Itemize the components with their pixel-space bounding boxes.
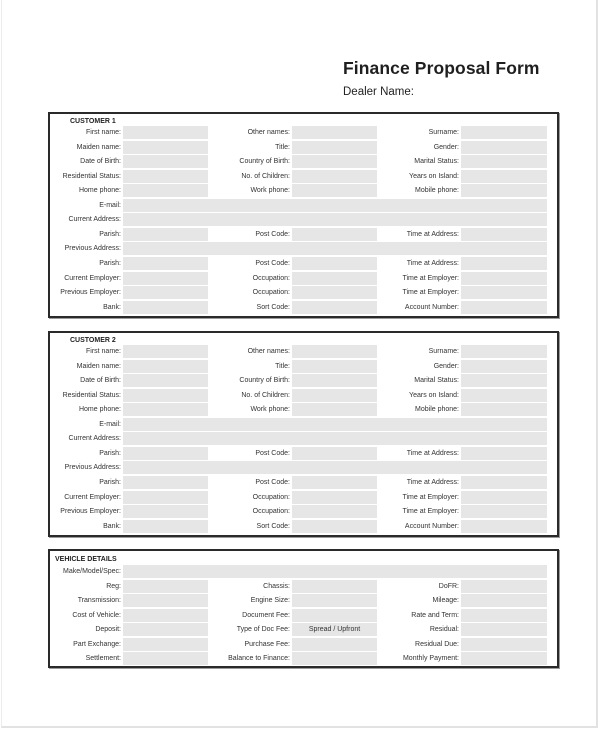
form-row <box>50 345 557 358</box>
title-label: Title: <box>275 362 290 370</box>
time-at-employer-field[interactable] <box>461 491 547 504</box>
current-address-field[interactable] <box>123 432 547 445</box>
form-row <box>50 272 557 285</box>
gender-field[interactable] <box>461 360 547 373</box>
account-number-label: Account Number: <box>404 522 459 530</box>
rate-and-term-field[interactable] <box>461 609 547 622</box>
form-row <box>50 374 557 387</box>
parish-label: Parish: <box>99 259 121 267</box>
part-exchange-label: Part Exchange: <box>73 640 121 648</box>
form-row <box>50 257 557 270</box>
section-title: CUSTOMER 1 <box>70 118 116 125</box>
parish-label: Parish: <box>99 478 121 486</box>
time-at-employer-label: Time at Employer: <box>402 508 459 516</box>
document-fee-label: Document Fee: <box>242 611 290 619</box>
form-row <box>50 242 557 255</box>
current-address-label: Current Address: <box>68 216 121 224</box>
marital-status-label: Marital Status: <box>414 377 459 385</box>
post-code-label: Post Code: <box>255 259 290 267</box>
bank-label: Bank: <box>103 303 121 311</box>
form-row <box>50 184 557 197</box>
home-phone-field[interactable] <box>123 403 208 416</box>
occupation-field[interactable] <box>292 491 377 504</box>
mobile-phone-label: Mobile phone: <box>415 187 459 195</box>
home-phone-field[interactable] <box>123 184 208 197</box>
other-names-field[interactable] <box>292 345 377 358</box>
purchase-fee-field[interactable] <box>292 638 377 651</box>
rate-and-term-label: Rate and Term: <box>411 611 459 619</box>
maiden-name-label: Maiden name: <box>76 143 121 151</box>
previous-employer-label: Previous Employer: <box>60 508 121 516</box>
reg-field[interactable] <box>123 580 208 593</box>
marital-status-field[interactable] <box>461 155 547 168</box>
form-row <box>50 505 557 518</box>
make-model-spec-label: Make/Model/Spec: <box>63 568 121 575</box>
e-mail-field[interactable] <box>123 418 547 431</box>
account-number-field[interactable] <box>461 520 547 533</box>
title-field[interactable] <box>292 141 377 154</box>
surname-field[interactable] <box>461 345 547 358</box>
settlement-field[interactable] <box>123 652 208 665</box>
form-row <box>50 228 557 241</box>
form-row <box>50 155 557 168</box>
occupation-field[interactable] <box>292 272 377 285</box>
time-at-address-label: Time at Address: <box>406 449 459 457</box>
sort-code-field[interactable] <box>292 301 377 314</box>
maiden-name-field[interactable] <box>123 141 208 154</box>
previous-address-label: Previous Address: <box>64 245 121 253</box>
parish-label: Parish: <box>99 230 121 238</box>
e-mail-field[interactable] <box>123 199 547 212</box>
years-on-island-field[interactable] <box>461 170 547 183</box>
first-name-label: First name: <box>85 348 121 355</box>
no-of-children-label: No. of Children: <box>241 172 290 180</box>
form-row <box>50 170 557 183</box>
date-of-birth-label: Date of Birth: <box>80 158 121 166</box>
monthly-payment-field[interactable] <box>461 652 547 665</box>
maiden-name-field[interactable] <box>123 360 208 373</box>
occupation-field[interactable] <box>292 505 377 518</box>
bank-field[interactable] <box>123 520 208 533</box>
time-at-address-field[interactable] <box>461 257 547 270</box>
post-code-field[interactable] <box>292 447 377 460</box>
form-row <box>50 286 557 299</box>
country-of-birth-field[interactable] <box>292 374 377 387</box>
years-on-island-label: Years on Island: <box>409 172 459 180</box>
gender-field[interactable] <box>461 141 547 154</box>
form-row <box>50 594 557 607</box>
e-mail-label: E-mail: <box>99 201 121 209</box>
occupation-label: Occupation: <box>252 508 290 516</box>
occupation-label: Occupation: <box>252 493 290 501</box>
document-fee-field[interactable] <box>292 609 377 622</box>
purchase-fee-label: Purchase Fee: <box>244 640 290 648</box>
previous-address-label: Previous Address: <box>64 464 121 472</box>
time-at-employer-field[interactable] <box>461 272 547 285</box>
deposit-field[interactable] <box>123 623 208 636</box>
form-row <box>50 418 557 431</box>
form-row <box>50 461 557 474</box>
dealer-name-label: Dealer Name: <box>343 86 414 98</box>
gender-label: Gender: <box>433 362 459 370</box>
form-row <box>50 213 557 226</box>
residual-field[interactable] <box>461 623 547 636</box>
form-row <box>50 476 557 489</box>
previous-employer-field[interactable] <box>123 505 208 518</box>
transmission-field[interactable] <box>123 594 208 607</box>
chassis-label: Chassis: <box>263 582 290 590</box>
current-employer-field[interactable] <box>123 272 208 285</box>
time-at-employer-label: Time at Employer: <box>402 289 459 297</box>
dofr-label: DoFR: <box>438 582 459 590</box>
other-names-label: Other names: <box>247 348 290 355</box>
first-name-field[interactable] <box>123 126 208 139</box>
time-at-employer-label: Time at Employer: <box>402 493 459 501</box>
title-field[interactable] <box>292 360 377 373</box>
sort-code-field[interactable] <box>292 520 377 533</box>
form-title: Finance Proposal Form <box>343 58 540 78</box>
no-of-children-field[interactable] <box>292 389 377 402</box>
previous-employer-label: Previous Employer: <box>60 289 121 297</box>
date-of-birth-label: Date of Birth: <box>80 377 121 385</box>
years-on-island-field[interactable] <box>461 389 547 402</box>
country-of-birth-field[interactable] <box>292 155 377 168</box>
account-number-label: Account Number: <box>404 303 459 311</box>
form-row <box>50 403 557 416</box>
mobile-phone-field[interactable] <box>461 184 547 197</box>
time-at-address-label: Time at Address: <box>406 259 459 267</box>
form-row <box>50 447 557 460</box>
residual-due-label: Residual Due: <box>415 640 459 648</box>
settlement-label: Settlement: <box>85 655 121 663</box>
time-at-address-field[interactable] <box>461 447 547 460</box>
form-row <box>50 609 557 622</box>
part-exchange-field[interactable] <box>123 638 208 651</box>
residential-status-field[interactable] <box>123 389 208 402</box>
account-number-field[interactable] <box>461 301 547 314</box>
previous-address-field[interactable] <box>123 461 547 474</box>
type-of-doc-fee-field[interactable]: Spread / Upfront <box>292 623 377 636</box>
maiden-name-label: Maiden name: <box>76 362 121 370</box>
post-code-label: Post Code: <box>255 478 290 486</box>
form-row <box>50 565 557 578</box>
work-phone-field[interactable] <box>292 403 377 416</box>
form-row <box>50 432 557 445</box>
post-code-field[interactable] <box>292 476 377 489</box>
previous-employer-field[interactable] <box>123 286 208 299</box>
date-of-birth-field[interactable] <box>123 155 208 168</box>
balance-to-finance-label: Balance to Finance: <box>228 655 290 663</box>
form-row <box>50 652 557 665</box>
previous-address-field[interactable] <box>123 242 547 255</box>
section-title: CUSTOMER 2 <box>70 337 116 344</box>
type-of-doc-fee-label: Type of Doc Fee: <box>236 626 290 634</box>
form-row <box>50 638 557 651</box>
home-phone-label: Home phone: <box>78 187 121 195</box>
work-phone-field[interactable] <box>292 184 377 197</box>
customer-1-section <box>48 112 559 318</box>
e-mail-label: E-mail: <box>99 420 121 428</box>
form-row <box>50 389 557 402</box>
date-of-birth-field[interactable] <box>123 374 208 387</box>
cost-of-vehicle-field[interactable] <box>123 609 208 622</box>
parish-field[interactable] <box>123 476 208 489</box>
surname-field[interactable] <box>461 126 547 139</box>
mobile-phone-field[interactable] <box>461 403 547 416</box>
surname-label: Surname: <box>428 348 459 355</box>
time-at-address-field[interactable] <box>461 476 547 489</box>
home-phone-label: Home phone: <box>78 406 121 414</box>
work-phone-label: Work phone: <box>250 187 290 195</box>
form-row <box>50 141 557 154</box>
marital-status-field[interactable] <box>461 374 547 387</box>
form-row <box>50 126 557 139</box>
post-code-field[interactable] <box>292 228 377 241</box>
parish-field[interactable] <box>123 257 208 270</box>
years-on-island-label: Years on Island: <box>409 391 459 399</box>
bank-label: Bank: <box>103 522 121 530</box>
make-model-spec-field[interactable] <box>123 565 547 578</box>
monthly-payment-label: Monthly Payment: <box>402 655 459 663</box>
other-names-label: Other names: <box>247 129 290 136</box>
parish-label: Parish: <box>99 449 121 457</box>
form-row <box>50 199 557 212</box>
deposit-label: Deposit: <box>95 626 121 634</box>
time-at-address-label: Time at Address: <box>406 230 459 238</box>
post-code-field[interactable] <box>292 257 377 270</box>
form-row <box>50 580 557 593</box>
residential-status-label: Residential Status: <box>62 172 121 180</box>
marital-status-label: Marital Status: <box>414 158 459 166</box>
engine-size-field[interactable] <box>292 594 377 607</box>
cost-of-vehicle-label: Cost of Vehicle: <box>72 611 121 619</box>
customer-2-section <box>48 331 559 537</box>
sort-code-label: Sort Code: <box>256 303 290 311</box>
occupation-field[interactable] <box>292 286 377 299</box>
form-row <box>50 301 557 314</box>
time-at-address-field[interactable] <box>461 228 547 241</box>
first-name-label: First name: <box>85 129 121 136</box>
reg-label: Reg: <box>106 582 121 590</box>
residual-label: Residual: <box>429 626 459 634</box>
mobile-phone-label: Mobile phone: <box>415 406 459 414</box>
occupation-label: Occupation: <box>252 274 290 282</box>
transmission-label: Transmission: <box>77 597 121 605</box>
country-of-birth-label: Country of Birth: <box>239 377 290 385</box>
surname-label: Surname: <box>428 129 459 136</box>
form-row <box>50 491 557 504</box>
current-address-field[interactable] <box>123 213 547 226</box>
work-phone-label: Work phone: <box>250 406 290 414</box>
current-employer-field[interactable] <box>123 491 208 504</box>
section-title: VEHICLE DETAILS <box>55 556 117 563</box>
country-of-birth-label: Country of Birth: <box>239 158 290 166</box>
parish-field[interactable] <box>123 447 208 460</box>
time-at-employer-field[interactable] <box>461 286 547 299</box>
current-address-label: Current Address: <box>68 435 121 443</box>
mileage-label: Mileage: <box>432 597 459 605</box>
balance-to-finance-field[interactable] <box>292 652 377 665</box>
gender-label: Gender: <box>433 143 459 151</box>
bank-field[interactable] <box>123 301 208 314</box>
no-of-children-label: No. of Children: <box>241 391 290 399</box>
current-employer-label: Current Employer: <box>64 493 121 501</box>
post-code-label: Post Code: <box>255 449 290 457</box>
time-at-employer-label: Time at Employer: <box>402 274 459 282</box>
time-at-employer-field[interactable] <box>461 505 547 518</box>
title-label: Title: <box>275 143 290 151</box>
dofr-field[interactable] <box>461 580 547 593</box>
current-employer-label: Current Employer: <box>64 274 121 282</box>
vehicle-details-section <box>48 549 559 668</box>
residual-due-field[interactable] <box>461 638 547 651</box>
residential-status-label: Residential Status: <box>62 391 121 399</box>
engine-size-label: Engine Size: <box>250 597 290 605</box>
time-at-address-label: Time at Address: <box>406 478 459 486</box>
form-row <box>50 623 557 636</box>
residential-status-field[interactable] <box>123 170 208 183</box>
post-code-label: Post Code: <box>255 230 290 238</box>
parish-field[interactable] <box>123 228 208 241</box>
occupation-label: Occupation: <box>252 289 290 297</box>
no-of-children-field[interactable] <box>292 170 377 183</box>
first-name-field[interactable] <box>123 345 208 358</box>
chassis-field[interactable] <box>292 580 377 593</box>
mileage-field[interactable] <box>461 594 547 607</box>
form-row <box>50 360 557 373</box>
other-names-field[interactable] <box>292 126 377 139</box>
form-row <box>50 520 557 533</box>
sort-code-label: Sort Code: <box>256 522 290 530</box>
